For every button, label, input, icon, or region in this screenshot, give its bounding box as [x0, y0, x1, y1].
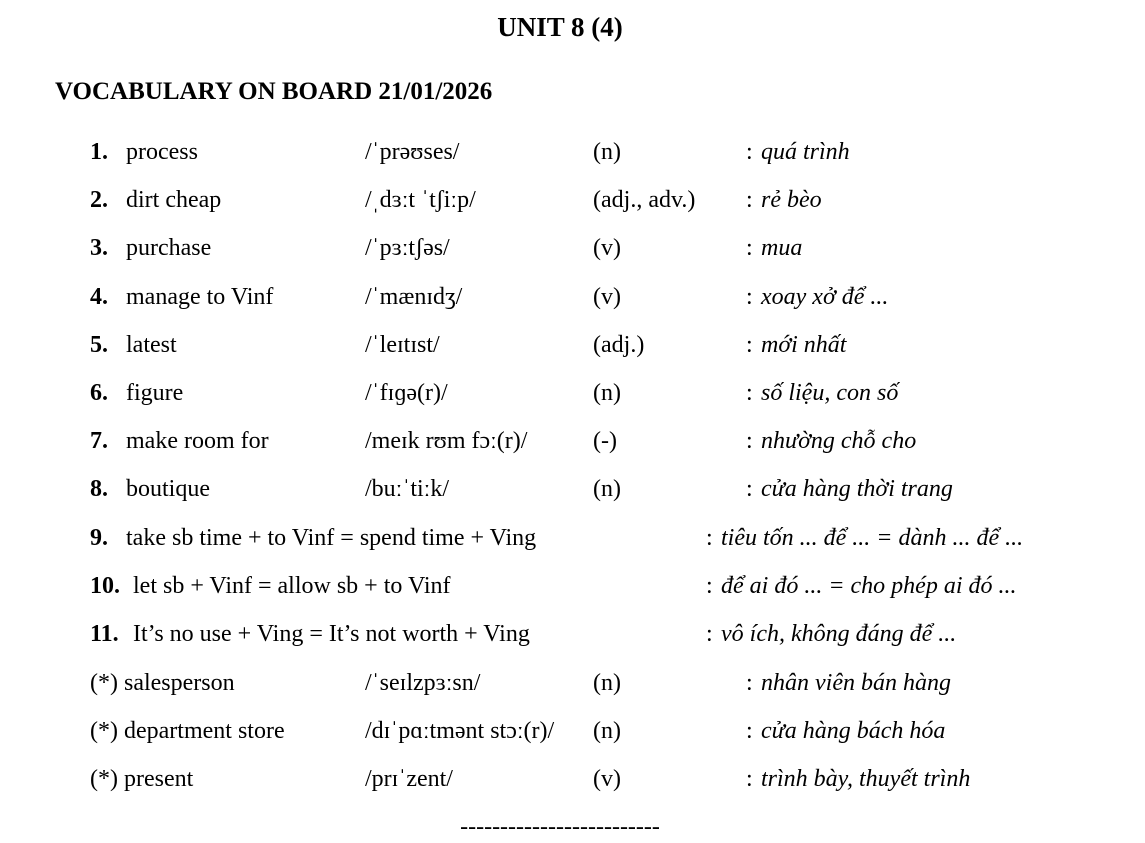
entry-meaning: tiêu tốn ... để ... = dành ... để ... [721, 525, 1024, 551]
section-heading: VOCABULARY ON BOARD 21/01/2026 [55, 78, 493, 105]
vocab-entry-7 [0, 421, 1145, 461]
entry-pos: (v) [593, 766, 621, 792]
entry-ipa: /meɪk rʊm fɔː(r)/ [365, 428, 528, 454]
vocab-entry-8 [0, 469, 1145, 509]
entry-colon: : [746, 187, 753, 213]
entry-pos: (n) [593, 670, 621, 696]
entry-word: manage to Vinf [126, 284, 274, 310]
entry-number: 10. [90, 573, 120, 599]
phrase-entry-9 [0, 518, 1145, 558]
entry-word: figure [126, 380, 184, 406]
entry-number: 5. [90, 332, 108, 358]
entry-number: 4. [90, 284, 108, 310]
entry-colon: : [746, 284, 753, 310]
entry-word: purchase [126, 235, 212, 261]
entry-colon: : [746, 476, 753, 502]
vocab-entry-1 [0, 132, 1145, 172]
entry-word: process [126, 139, 198, 165]
entry-pos: (-) [593, 428, 617, 454]
entry-ipa: /ˈmænɪdʒ/ [365, 284, 463, 310]
entry-pos: (adj.) [593, 332, 645, 358]
entry-meaning: trình bày, thuyết trình [761, 766, 971, 792]
vocab-entry-5 [0, 325, 1145, 365]
entry-pos: (v) [593, 235, 621, 261]
entry-ipa: /ˌdɜːt ˈtʃiːp/ [365, 187, 476, 213]
entry-colon: : [746, 139, 753, 165]
vocab-entry-3 [0, 228, 1145, 268]
entry-meaning: số liệu, con số [761, 380, 899, 406]
extra-entry-present [0, 759, 1145, 799]
entry-colon: : [746, 428, 753, 454]
entry-colon: : [746, 332, 753, 358]
phrase-entry-11 [0, 614, 1145, 654]
entry-pos: (n) [593, 139, 621, 165]
entry-meaning: để ai đó ... = cho phép ai đó ... [721, 573, 1017, 599]
entry-ipa: /ˈpɜːtʃəs/ [365, 235, 450, 261]
entry-meaning: nhân viên bán hàng [761, 670, 951, 696]
entry-number: 3. [90, 235, 108, 261]
entry-pos: (n) [593, 476, 621, 502]
entry-meaning: mới nhất [761, 332, 847, 358]
phrase-text: take sb time + to Vinf = spend time + Ving [126, 525, 537, 551]
entry-meaning: rẻ bèo [761, 187, 822, 213]
entry-colon: : [706, 573, 713, 599]
page-title: UNIT 8 (4) [497, 12, 623, 42]
vocab-entry-4 [0, 277, 1145, 317]
entry-ipa: /prɪˈzent/ [365, 766, 453, 792]
extra-entry-department-store [0, 711, 1145, 751]
entry-ipa: /ˈprəʊses/ [365, 139, 460, 165]
entry-number: 2. [90, 187, 108, 213]
entry-number: 11. [90, 621, 119, 647]
entry-meaning: xoay xở để ... [761, 284, 889, 310]
entry-colon: : [746, 766, 753, 792]
vocab-entry-6 [0, 373, 1145, 413]
entry-word: boutique [126, 476, 210, 502]
section-divider: ------------------------- [460, 814, 660, 840]
entry-word: (*) salesperson [90, 670, 235, 696]
entry-colon: : [706, 525, 713, 551]
entry-number: 8. [90, 476, 108, 502]
entry-meaning: nhường chỗ cho [761, 428, 917, 454]
entry-number: 1. [90, 139, 108, 165]
extra-entry-salesperson [0, 663, 1145, 703]
entry-ipa: /ˈfɪɡə(r)/ [365, 380, 448, 406]
entry-ipa: /ˈleɪtɪst/ [365, 332, 440, 358]
entry-number: 6. [90, 380, 108, 406]
entry-pos: (adj., adv.) [593, 187, 696, 213]
entry-colon: : [746, 670, 753, 696]
entry-word: (*) present [90, 766, 194, 792]
entry-ipa: /buːˈtiːk/ [365, 476, 449, 502]
entry-number: 7. [90, 428, 108, 454]
entry-pos: (n) [593, 718, 621, 744]
entry-meaning: quá trình [761, 139, 850, 165]
phrase-text: It’s no use + Ving = It’s not worth + Ving [133, 621, 530, 647]
entry-colon: : [746, 380, 753, 406]
entry-word: make room for [126, 428, 269, 454]
entry-pos: (n) [593, 380, 621, 406]
entry-colon: : [746, 235, 753, 261]
entry-pos: (v) [593, 284, 621, 310]
phrase-text: let sb + Vinf = allow sb + to Vinf [133, 573, 451, 599]
entry-ipa: /ˈseɪlzpɜːsn/ [365, 670, 481, 696]
entry-meaning: cửa hàng bách hóa [761, 718, 946, 744]
entry-word: dirt cheap [126, 187, 222, 213]
entry-meaning: mua [761, 235, 803, 261]
entry-meaning: vô ích, không đáng để ... [721, 621, 957, 647]
entry-word: (*) department store [90, 718, 285, 744]
entry-colon: : [706, 621, 713, 647]
phrase-entry-10 [0, 566, 1145, 606]
entry-word: latest [126, 332, 177, 358]
entry-meaning: cửa hàng thời trang [761, 476, 953, 502]
entry-colon: : [746, 718, 753, 744]
entry-ipa: /dɪˈpɑːtmənt stɔː(r)/ [365, 718, 555, 744]
entry-number: 9. [90, 525, 108, 551]
vocab-entry-2 [0, 180, 1145, 220]
